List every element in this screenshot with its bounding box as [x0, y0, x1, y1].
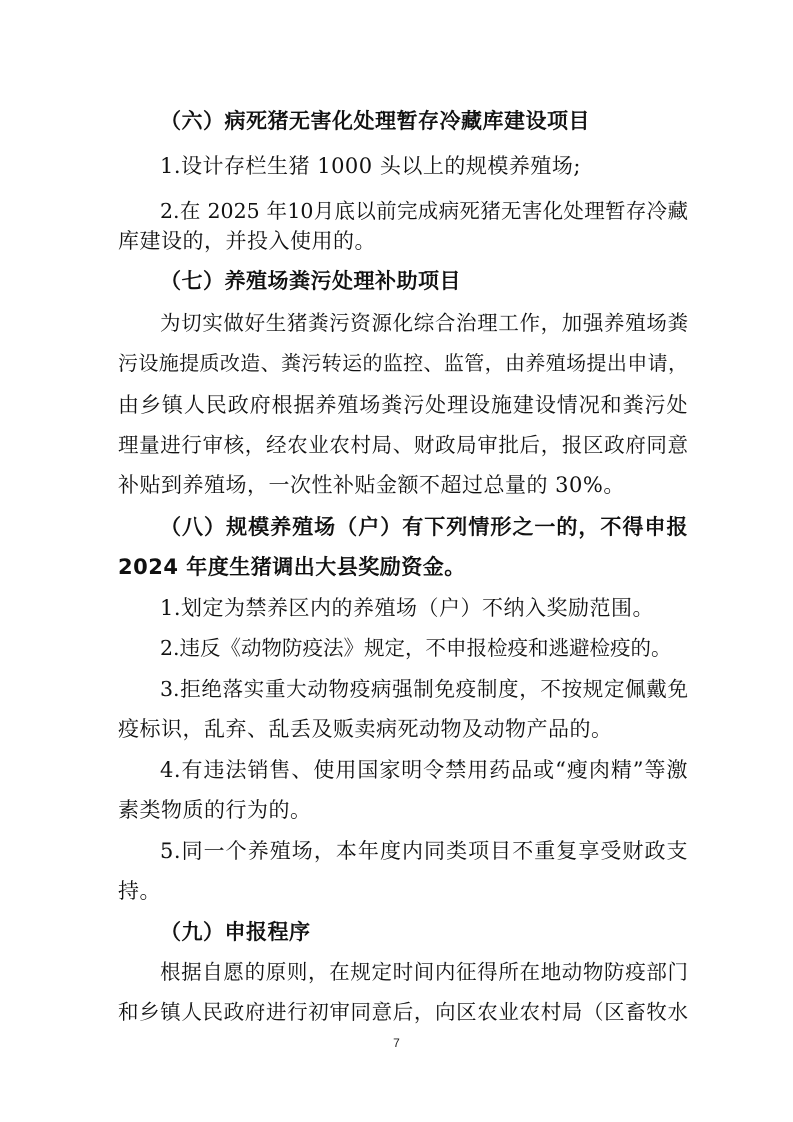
paragraph-line: 为切实做好生猪粪污资源化综合治理工作，加强养殖场粪 [160, 311, 688, 335]
section-heading-9: （九）申报程序 [160, 920, 311, 944]
paragraph-line: 补贴到养殖场，一次性补贴金额不超过总量的 30%。 [118, 473, 625, 497]
paragraph-line: 库建设的，并投入使用的。 [118, 229, 376, 253]
paragraph-line: 2.违反《动物防疫法》规定，不申报检疫和逃避检疫的。 [160, 636, 672, 660]
paragraph-line: 疫标识，乱弃、乱丢及贩卖病死动物及动物产品的。 [118, 717, 613, 741]
section-heading-8-cont: 2024 年度生猪调出大县奖励资金。 [118, 555, 466, 579]
paragraph-line: 素类物质的行为的。 [118, 798, 312, 822]
paragraph-line: 理量进行审核，经农业农村局、财政局审批后，报区政府同意 [118, 433, 688, 457]
paragraph-line: 持。 [118, 879, 161, 903]
paragraph-line: 1.划定为禁养区内的养殖场（户）不纳入奖励范围。 [160, 596, 655, 620]
section-heading-7: （七）养殖场粪污处理补助项目 [160, 269, 461, 293]
paragraph-line: 2.在 2025 年10月底以前完成病死猪无害化处理暂存冷藏 [160, 199, 688, 223]
paragraph-line: 5.同一个养殖场，本年度内同类项目不重复享受财政支 [160, 839, 688, 863]
paragraph-line: 根据自愿的原则，在规定时间内征得所在地动物防疫部门 [160, 960, 688, 984]
paragraph-line: 污设施提质改造、粪污转运的监控、监管，由养殖场提出申请， [118, 351, 688, 375]
paragraph-line: 和乡镇人民政府进行初审同意后，向区农业农村局（区畜牧水 [118, 1000, 688, 1024]
page-number: 7 [393, 1036, 400, 1050]
section-heading-8: （八）规模养殖场（户）有下列情形之一的，不得申报 [160, 515, 688, 539]
paragraph-line: 4.有违法销售、使用国家明令禁用药品或“瘦肉精”等激 [160, 758, 688, 782]
paragraph-line: 3.拒绝落实重大动物疫病强制免疫制度，不按规定佩戴免 [160, 677, 688, 701]
paragraph-line: 1.设计存栏生猪 1000 头以上的规模养殖场; [160, 154, 581, 178]
section-heading-6: （六）病死猪无害化处理暂存冷藏库建设项目 [160, 109, 590, 133]
paragraph-line: 由乡镇人民政府根据养殖场粪污处理设施建设情况和粪污处 [118, 393, 688, 417]
